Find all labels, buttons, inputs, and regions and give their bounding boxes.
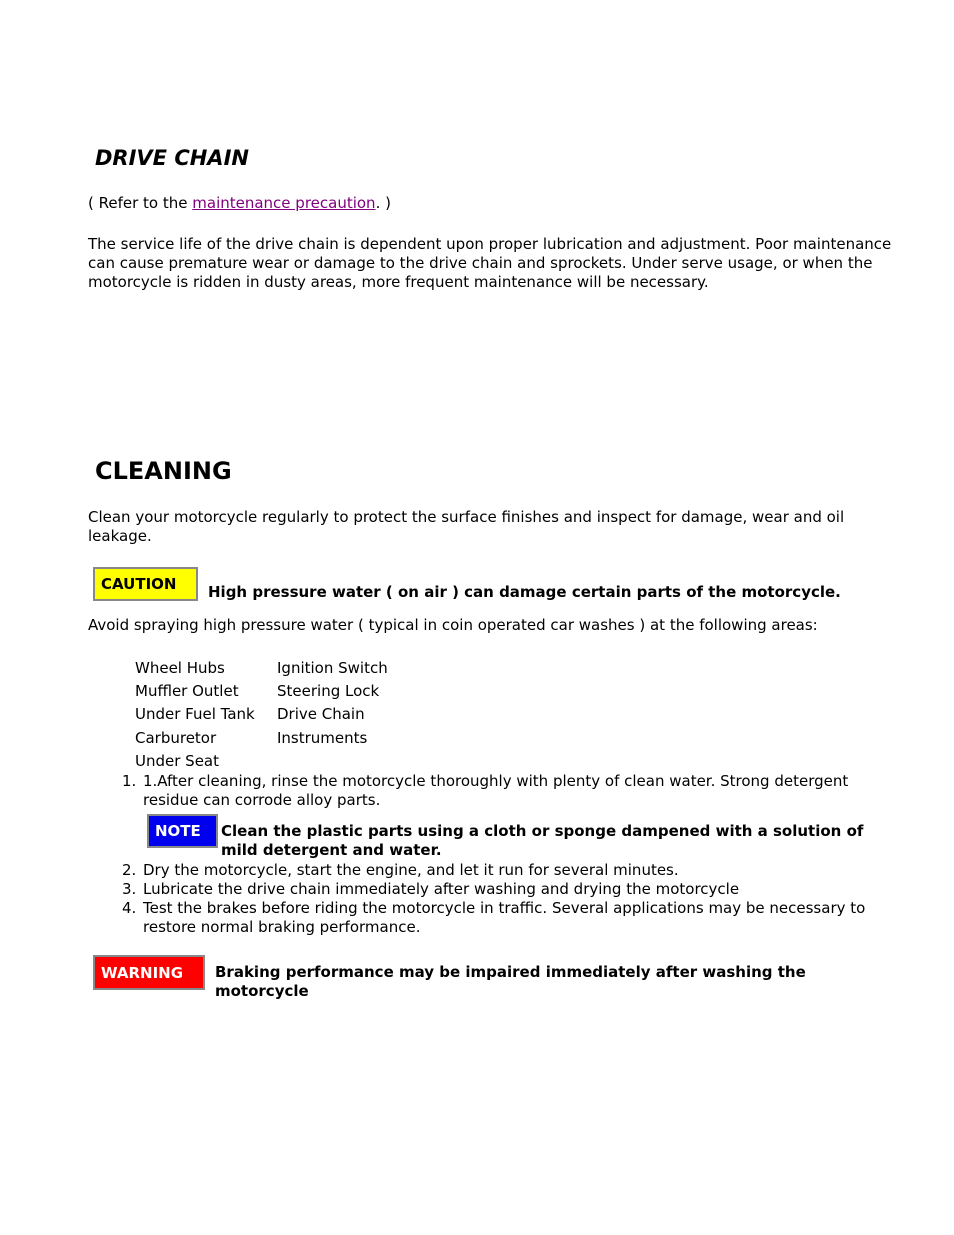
step-number: 4.	[122, 899, 137, 917]
areas-row	[135, 750, 388, 773]
note-text: Clean the plastic parts using a cloth or sponge dampened with a solution of mild detergent and water.	[221, 822, 864, 859]
step-text: Dry the motorcycle, start the engine, and let it run for several minutes.	[143, 861, 679, 879]
cleaning-intro: Clean your motorcycle regularly to protect the surface finishes and inspect for damage, wear and oil leakage.	[88, 508, 845, 545]
step-number: 3.	[122, 880, 137, 898]
area-cell: Under Fuel Tank	[135, 705, 255, 724]
drive-chain-description: The service life of the drive chain is dependent upon proper lubrication and adjustment. Poor maintenance can cause premature wear or damage to the drive chain and sprockets. Under serve usage, or when the motorcycle is ridden in dusty areas, more frequent maintenance will be necessary.	[88, 235, 892, 291]
refer-suffix: . )	[375, 194, 391, 212]
caution-badge: CAUTION	[93, 567, 198, 601]
area-cell	[277, 750, 388, 773]
note-badge: NOTE	[147, 814, 218, 848]
list-item	[112, 880, 902, 899]
cleaning-heading: CLEANING	[95, 457, 232, 485]
drive-chain-heading: DRIVE CHAIN	[95, 146, 249, 170]
areas-row	[135, 680, 388, 703]
step-text: 1.After cleaning, rinse the motorcycle thoroughly with plenty of clean water. Strong detergent residue can corrode alloy parts.	[143, 772, 849, 809]
cleaning-steps	[112, 772, 902, 937]
step-text: Test the brakes before riding the motorcycle in traffic. Several applications may be necessary to restore normal braking performance.	[143, 899, 866, 936]
warning-badge: WARNING	[93, 955, 205, 990]
area-cell: Wheel Hubs	[135, 659, 225, 677]
areas-table	[135, 657, 388, 773]
area-cell: Steering Lock	[277, 682, 380, 701]
list-item	[112, 861, 902, 880]
avoid-text: Avoid spraying high pressure water ( typical in coin operated car washes ) at the following areas:	[88, 616, 818, 634]
note-block	[143, 814, 902, 861]
caution-text: High pressure water ( on air ) can damage certain parts of the motorcycle.	[208, 583, 841, 601]
area-cell: Instruments	[277, 728, 368, 747]
area-cell: Under Seat	[135, 751, 219, 770]
area-cell: Drive Chain	[277, 705, 365, 724]
list-item	[112, 772, 902, 861]
areas-row	[135, 703, 388, 726]
area-cell: Ignition Switch	[277, 659, 388, 677]
warning-text: Braking performance may be impaired immediately after washing the motorcycle	[215, 963, 806, 1000]
areas-row	[135, 727, 388, 750]
area-cell: Carburetor	[135, 728, 217, 747]
step-number: 2.	[122, 861, 137, 879]
areas-row	[135, 657, 388, 680]
refer-prefix: ( Refer to the	[88, 194, 193, 212]
refer-line	[88, 194, 908, 213]
maintenance-precaution-link[interactable]: maintenance precaution	[192, 194, 376, 212]
step-text: Lubricate the drive chain immediately after washing and drying the motorcycle	[143, 880, 740, 898]
step-number: 1.	[122, 772, 137, 790]
list-item	[112, 899, 902, 937]
area-cell: Muffler Outlet	[135, 682, 239, 701]
